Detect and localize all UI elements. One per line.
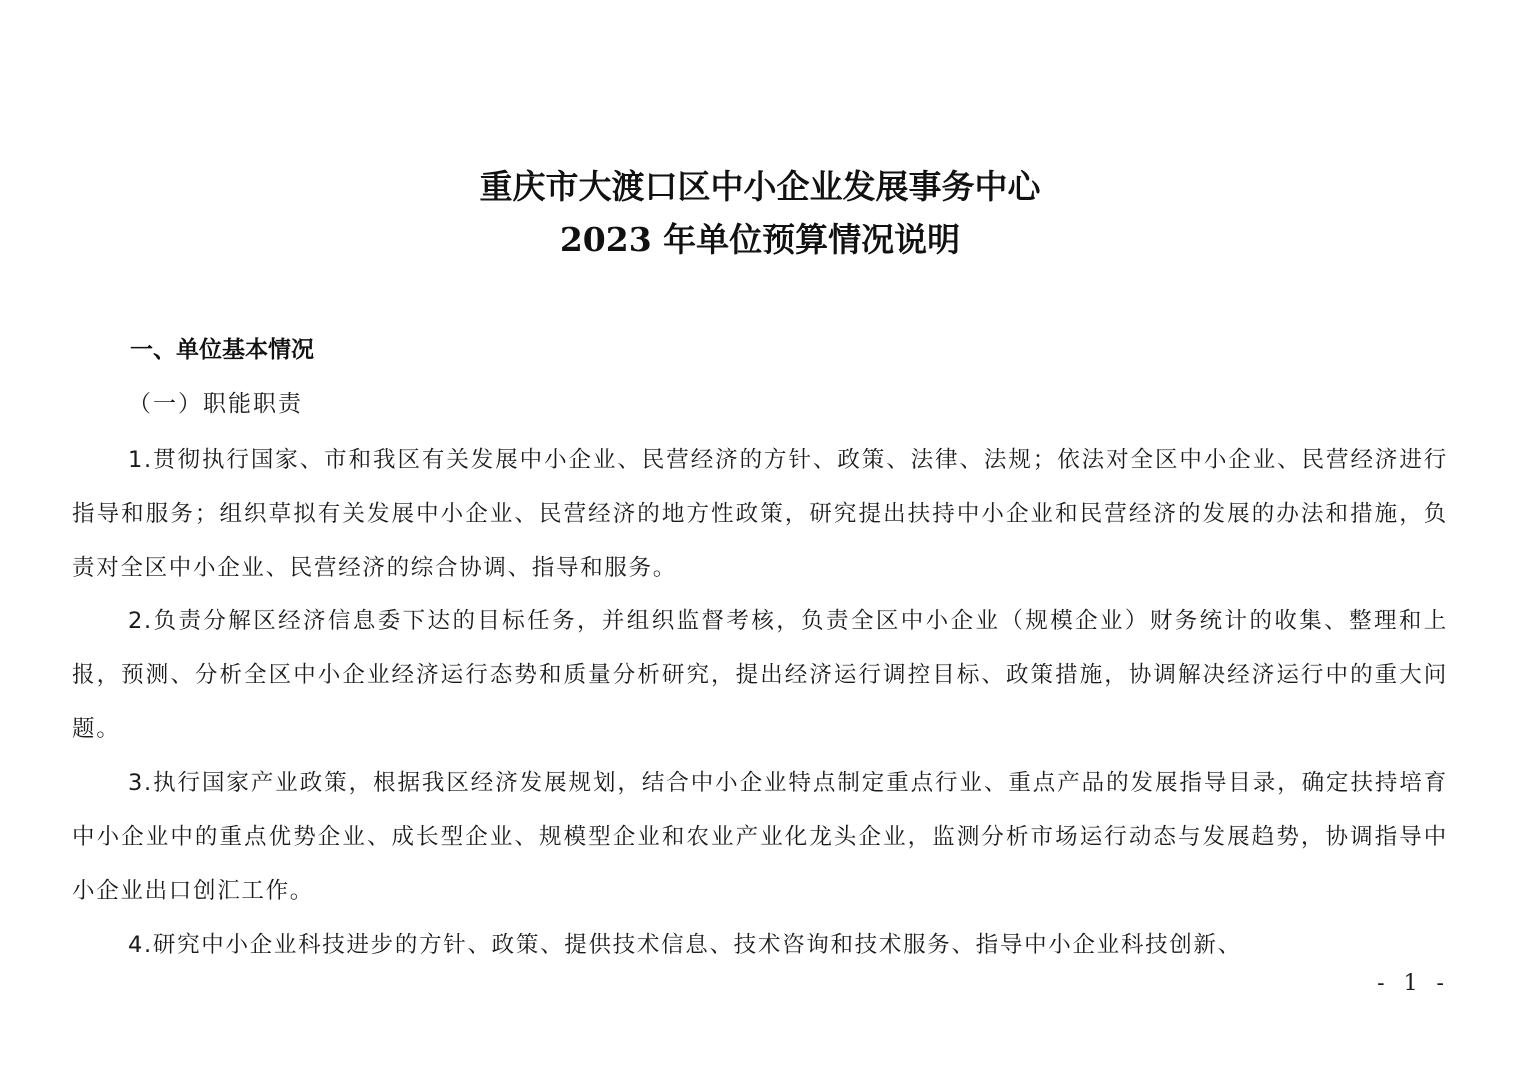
page-number: - 1 - <box>1377 971 1450 996</box>
subheading-functions-duties: （一）职能职责 <box>128 391 303 417</box>
section-heading-basic-info: 一、单位基本情况 <box>130 337 314 363</box>
paragraph-duty-2: 2.负责分解区经济信息委下达的目标任务，并组织监督考核，负责全区中小企业（规模企业）财务统计的收集、整理和上报，预测、分析全区中小企业经济运行态势和质量分析研究，提出经济运行调控目标、政策措施，协调解决经济运行中的重大问题。 <box>72 608 1448 742</box>
document-title-line-1: 重庆市大渡口区中小企业发展事务中心 <box>479 167 1041 206</box>
paragraph-duty-4: 4.研究中小企业科技进步的方针、政策、提供技术信息、技术咨询和技术服务、指导中小企业科技创新、 <box>128 932 1242 958</box>
document-title-line-2: 2023 年单位预算情况说明 <box>559 220 961 259</box>
paragraph-duty-1: 1.贯彻执行国家、市和我区有关发展中小企业、民营经济的方针、政策、法律、法规；依法对全区中小企业、民营经济进行指导和服务；组织草拟有关发展中小企业、民营经济的地方性政策，研究提出扶持中小企业和民营经济的发展的办法和措施，负责对全区中小企业、民营经济的综合协调、指导和服务。 <box>72 447 1448 581</box>
paragraph-duty-3: 3.执行国家产业政策，根据我区经济发展规划，结合中小企业特点制定重点行业、重点产品的发展指导目录，确定扶持培育中小企业中的重点优势企业、成长型企业、规模型企业和农业产业化龙头企业，监测分析市场运行动态与发展趋势，协调指导中小企业出口创汇工作。 <box>72 770 1448 904</box>
